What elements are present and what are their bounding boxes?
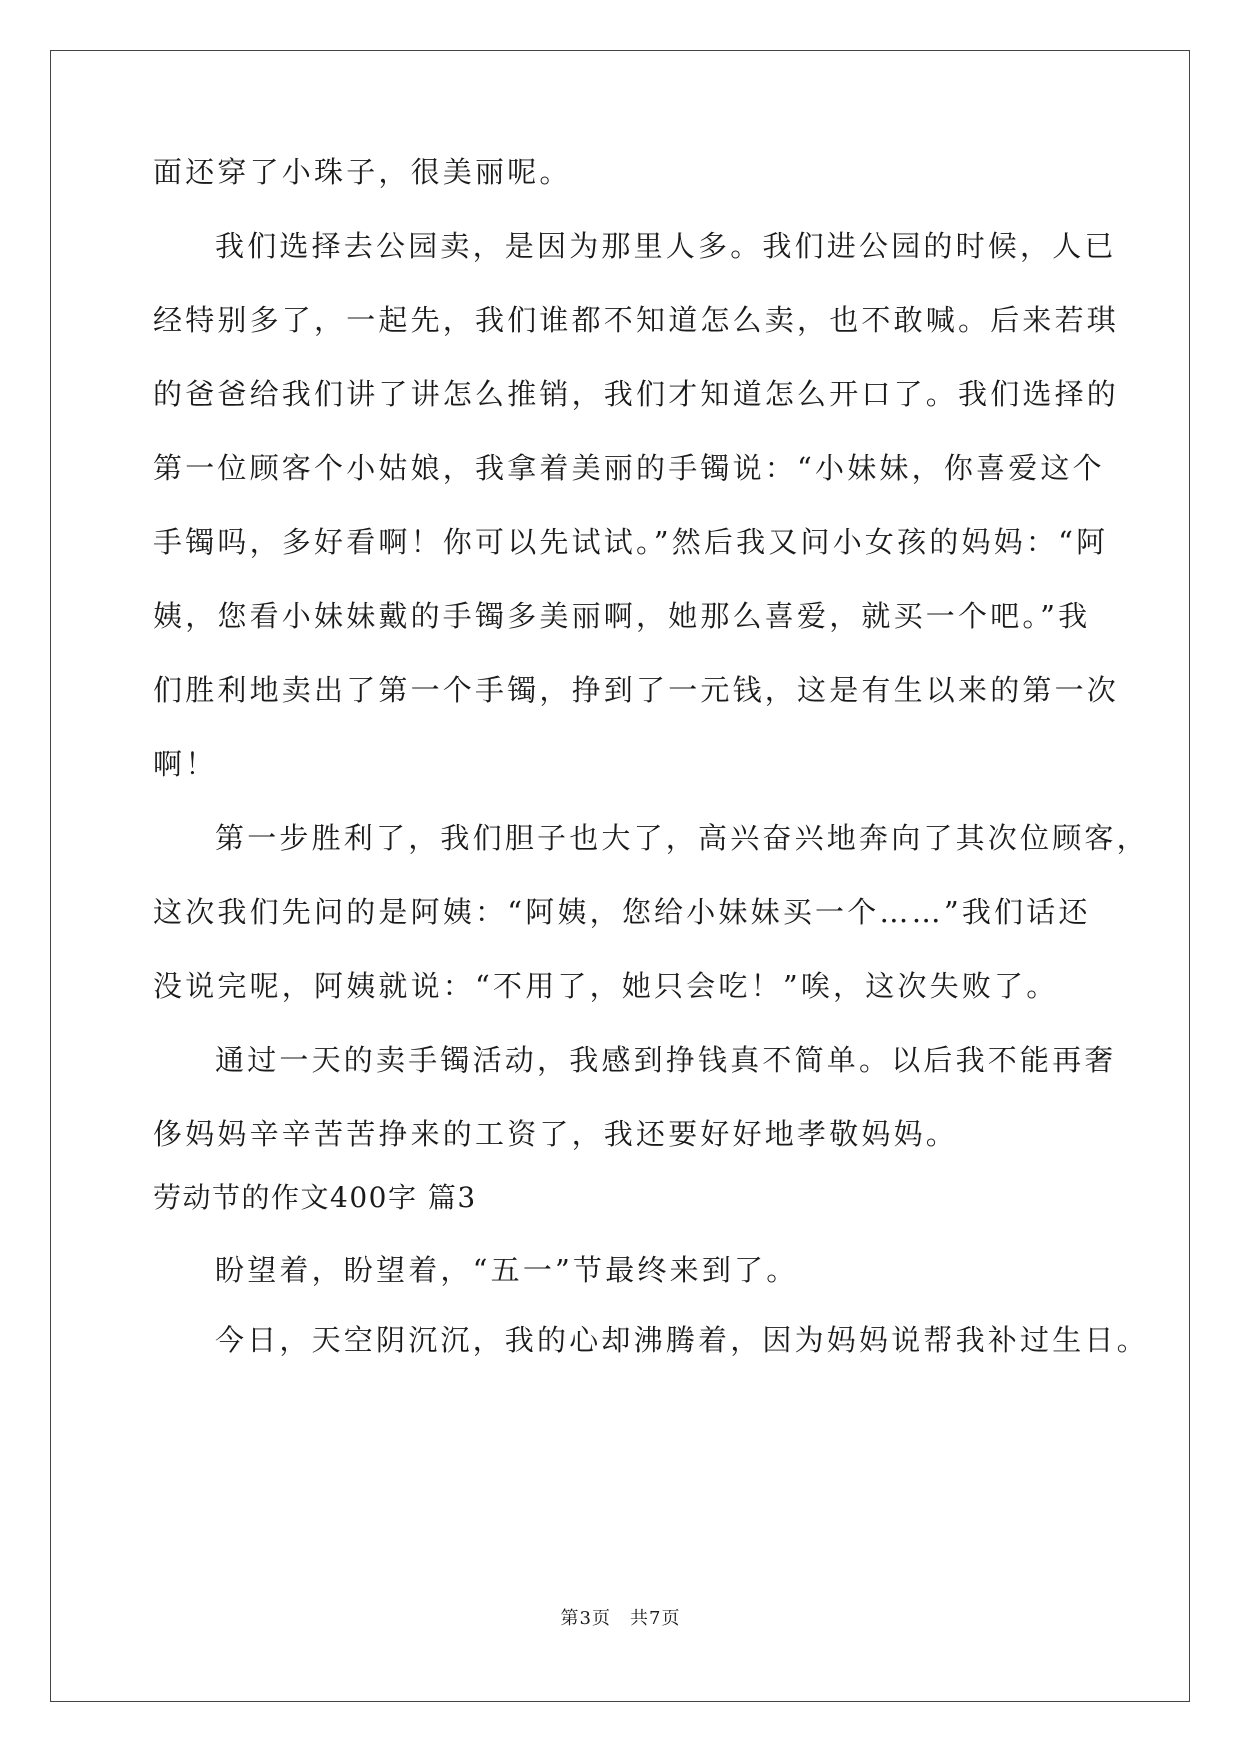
- text-line: 啊！: [153, 747, 218, 781]
- text-line: 的爸爸给我们讲了讲怎么推销，我们才知道怎么开口了。我们选择的: [153, 377, 1120, 411]
- text-line: 手镯吗，多好看啊！你可以先试试。”然后我又问小女孩的妈妈：“阿: [153, 525, 1109, 559]
- text-line: 面还穿了小珠子，很美丽呢。: [153, 155, 572, 189]
- text-line: 第一位顾客个小姑娘，我拿着美丽的手镯说：“小妹妹，你喜爱这个: [153, 451, 1105, 485]
- text-line: 经特别多了，一起先，我们谁都不知道怎么卖，也不敢喊。后来若琪: [153, 303, 1120, 337]
- text-line: 通过一天的卖手镯活动，我感到挣钱真不简单。以后我不能再奢: [215, 1043, 1117, 1077]
- text-line: 我们选择去公园卖，是因为那里人多。我们进公园的时候，人已: [215, 229, 1117, 263]
- section-heading: 劳动节的作文400字 篇3: [153, 1181, 477, 1214]
- text-line: 盼望着，盼望着，“五一”节最终来到了。: [215, 1253, 799, 1287]
- text-line: 第一步胜利了，我们胆子也大了，高兴奋兴地奔向了其次位顾客，: [215, 821, 1149, 855]
- text-line: 们胜利地卖出了第一个手镯，挣到了一元钱，这是有生以来的第一次: [153, 673, 1120, 707]
- text-line: 姨，您看小妹妹戴的手镯多美丽啊，她那么喜爱，就买一个吧。”我: [153, 599, 1091, 633]
- text-line: 没说完呢，阿姨就说：“不用了，她只会吃！”唉，这次失败了。: [153, 969, 1059, 1003]
- text-line: 这次我们先问的是阿姨：“阿姨，您给小妹妹买一个……”我们话还: [153, 895, 1091, 929]
- page-border: [50, 50, 1190, 1702]
- text-line: 侈妈妈辛辛苦苦挣来的工资了，我还要好好地孝敬妈妈。: [153, 1117, 959, 1151]
- page-number-footer: 第3页 共7页: [560, 1608, 681, 1629]
- text-line: 今日，天空阴沉沉，我的心却沸腾着，因为妈妈说帮我补过生日。: [215, 1323, 1149, 1357]
